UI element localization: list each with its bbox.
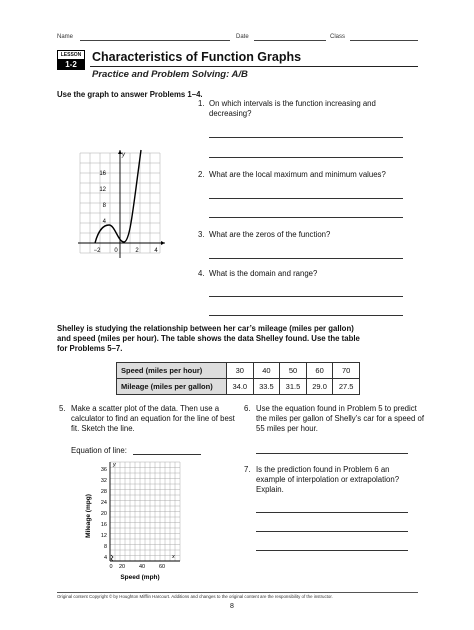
function-curve [95,150,141,243]
page-number: 8 [230,603,234,610]
footer-rule [57,592,418,593]
graph-x-tick: 4 [154,248,158,254]
scatter-y-letter: y [113,462,116,468]
q6-number: 6. [244,404,251,413]
scatter-y-tick: 16 [100,522,107,528]
graph-y-tick: 4 [102,219,106,225]
q1-number: 1. [198,99,205,108]
q2-answer-line[interactable] [209,217,403,218]
scatter-x-tick: 40 [138,564,146,570]
section1-instruction: Use the graph to answer Problems 1–4. [57,90,203,99]
table-cell: 29.0 [306,379,333,395]
table-header-speed: Speed (miles per hour) [117,363,227,379]
scatter-x-tick: 60 [158,564,166,570]
graph-x-tick: 0 [114,248,118,254]
q3-number: 3. [198,230,205,239]
q3-text: What are the zeros of the function? [209,230,331,239]
lesson-badge [57,50,85,70]
graph-x-tick: −2 [93,248,101,254]
q7-number: 7. [244,465,251,474]
table-cell: 27.5 [333,379,360,395]
table-cell: 30 [227,363,254,379]
q1-answer-line[interactable] [209,157,403,158]
table-cell: 60 [306,363,333,379]
table-row [117,379,360,395]
graph-y-tick: 16 [99,171,106,177]
table-cell: 70 [333,363,360,379]
equation-answer-line[interactable] [133,454,201,455]
q5-number: 5. [59,404,66,413]
date-label: Date [236,34,249,40]
q2-text: What are the local maximum and minimum values? [209,170,386,179]
page-subtitle: Practice and Problem Solving: A/B [92,69,248,80]
name-field-line[interactable] [80,40,230,41]
q4-answer-line[interactable] [209,315,403,316]
table-cell: 40 [253,363,280,379]
q2-number: 2. [198,170,205,179]
q6-text: Use the equation found in Problem 5 to predict the miles per gallon of Shelly’s car for a speed of 55 miles per hour. [256,404,425,433]
scatter-y-tick: 12 [100,533,107,539]
date-field-line[interactable] [254,40,326,41]
title-rule [90,66,418,67]
graph-y-tick: 12 [99,187,106,193]
name-label: Name [57,34,74,40]
scatter-y-tick: 36 [100,467,107,473]
scatter-x-tick: 20 [118,564,126,570]
q4-number: 4. [198,269,205,278]
q7-answer-line[interactable] [256,512,408,513]
footer-copyright: Original content Copyright © by Houghton Mifflin Harcourt. Additions and changes to the original content are the responsibility of the instructor. [57,594,333,599]
table-cell: 31.5 [280,379,307,395]
graph-x-tick: 2 [135,248,139,254]
table-cell: 34.0 [227,379,254,395]
q1-answer-line[interactable] [209,137,403,138]
q2-answer-line[interactable] [209,198,403,199]
q4-text: What is the domain and range? [209,269,318,278]
lesson-tag: LESSON [60,52,82,58]
scatter-x-title: Speed (mph) [120,574,160,581]
scatter-y-tick: 8 [103,544,107,550]
table-cell: 50 [280,363,307,379]
q6-answer-line[interactable] [256,453,408,454]
scatter-y-tick: 4 [103,555,107,561]
data-table [116,362,360,395]
scatter-plot-grid[interactable] [80,458,185,583]
q1-text: On which intervals is the function increasing and decreasing? [209,99,376,118]
scatter-y-tick: 20 [100,511,107,517]
scatter-origin: 0 [109,564,113,570]
q4-answer-line[interactable] [209,296,403,297]
q7-answer-line[interactable] [256,550,408,551]
table-header-mileage: Mileage (miles per gallon) [117,379,227,395]
q3-answer-line[interactable] [209,258,403,259]
table-cell: 33.5 [253,379,280,395]
function-graph [75,148,170,263]
scatter-y-tick: 28 [100,489,107,495]
class-field-line[interactable] [350,40,418,41]
equation-label: Equation of line: [71,446,127,455]
graph-y-letter: y [122,152,125,158]
scatter-y-tick: 32 [100,478,107,484]
lesson-number: 1-2 [58,59,84,70]
graph-y-tick: 8 [102,203,106,209]
table-row [117,363,360,379]
axis-break-icon [111,555,113,561]
scatter-y-title: Mileage (mpg) [85,494,92,538]
q7-answer-line[interactable] [256,531,408,532]
page-title: Characteristics of Function Graphs [92,50,302,64]
q5-text: Make a scatter plot of the data. Then use a calculator to find an equation for the line of best fit. Sketch the line. [71,404,235,433]
scatter-y-tick: 24 [100,500,107,506]
section2-intro: Shelley is studying the relationship between her car’s mileage (miles per gallon) and speed (miles per hour). The table shows the data Shelley found. Use the table for Problems 5–7. [57,324,360,353]
scatter-x-letter: x [172,554,175,560]
q7-text: Is the prediction found in Problem 6 an example of interpolation or extrapolation? Explain. [256,465,400,494]
class-label: Class [330,34,346,40]
